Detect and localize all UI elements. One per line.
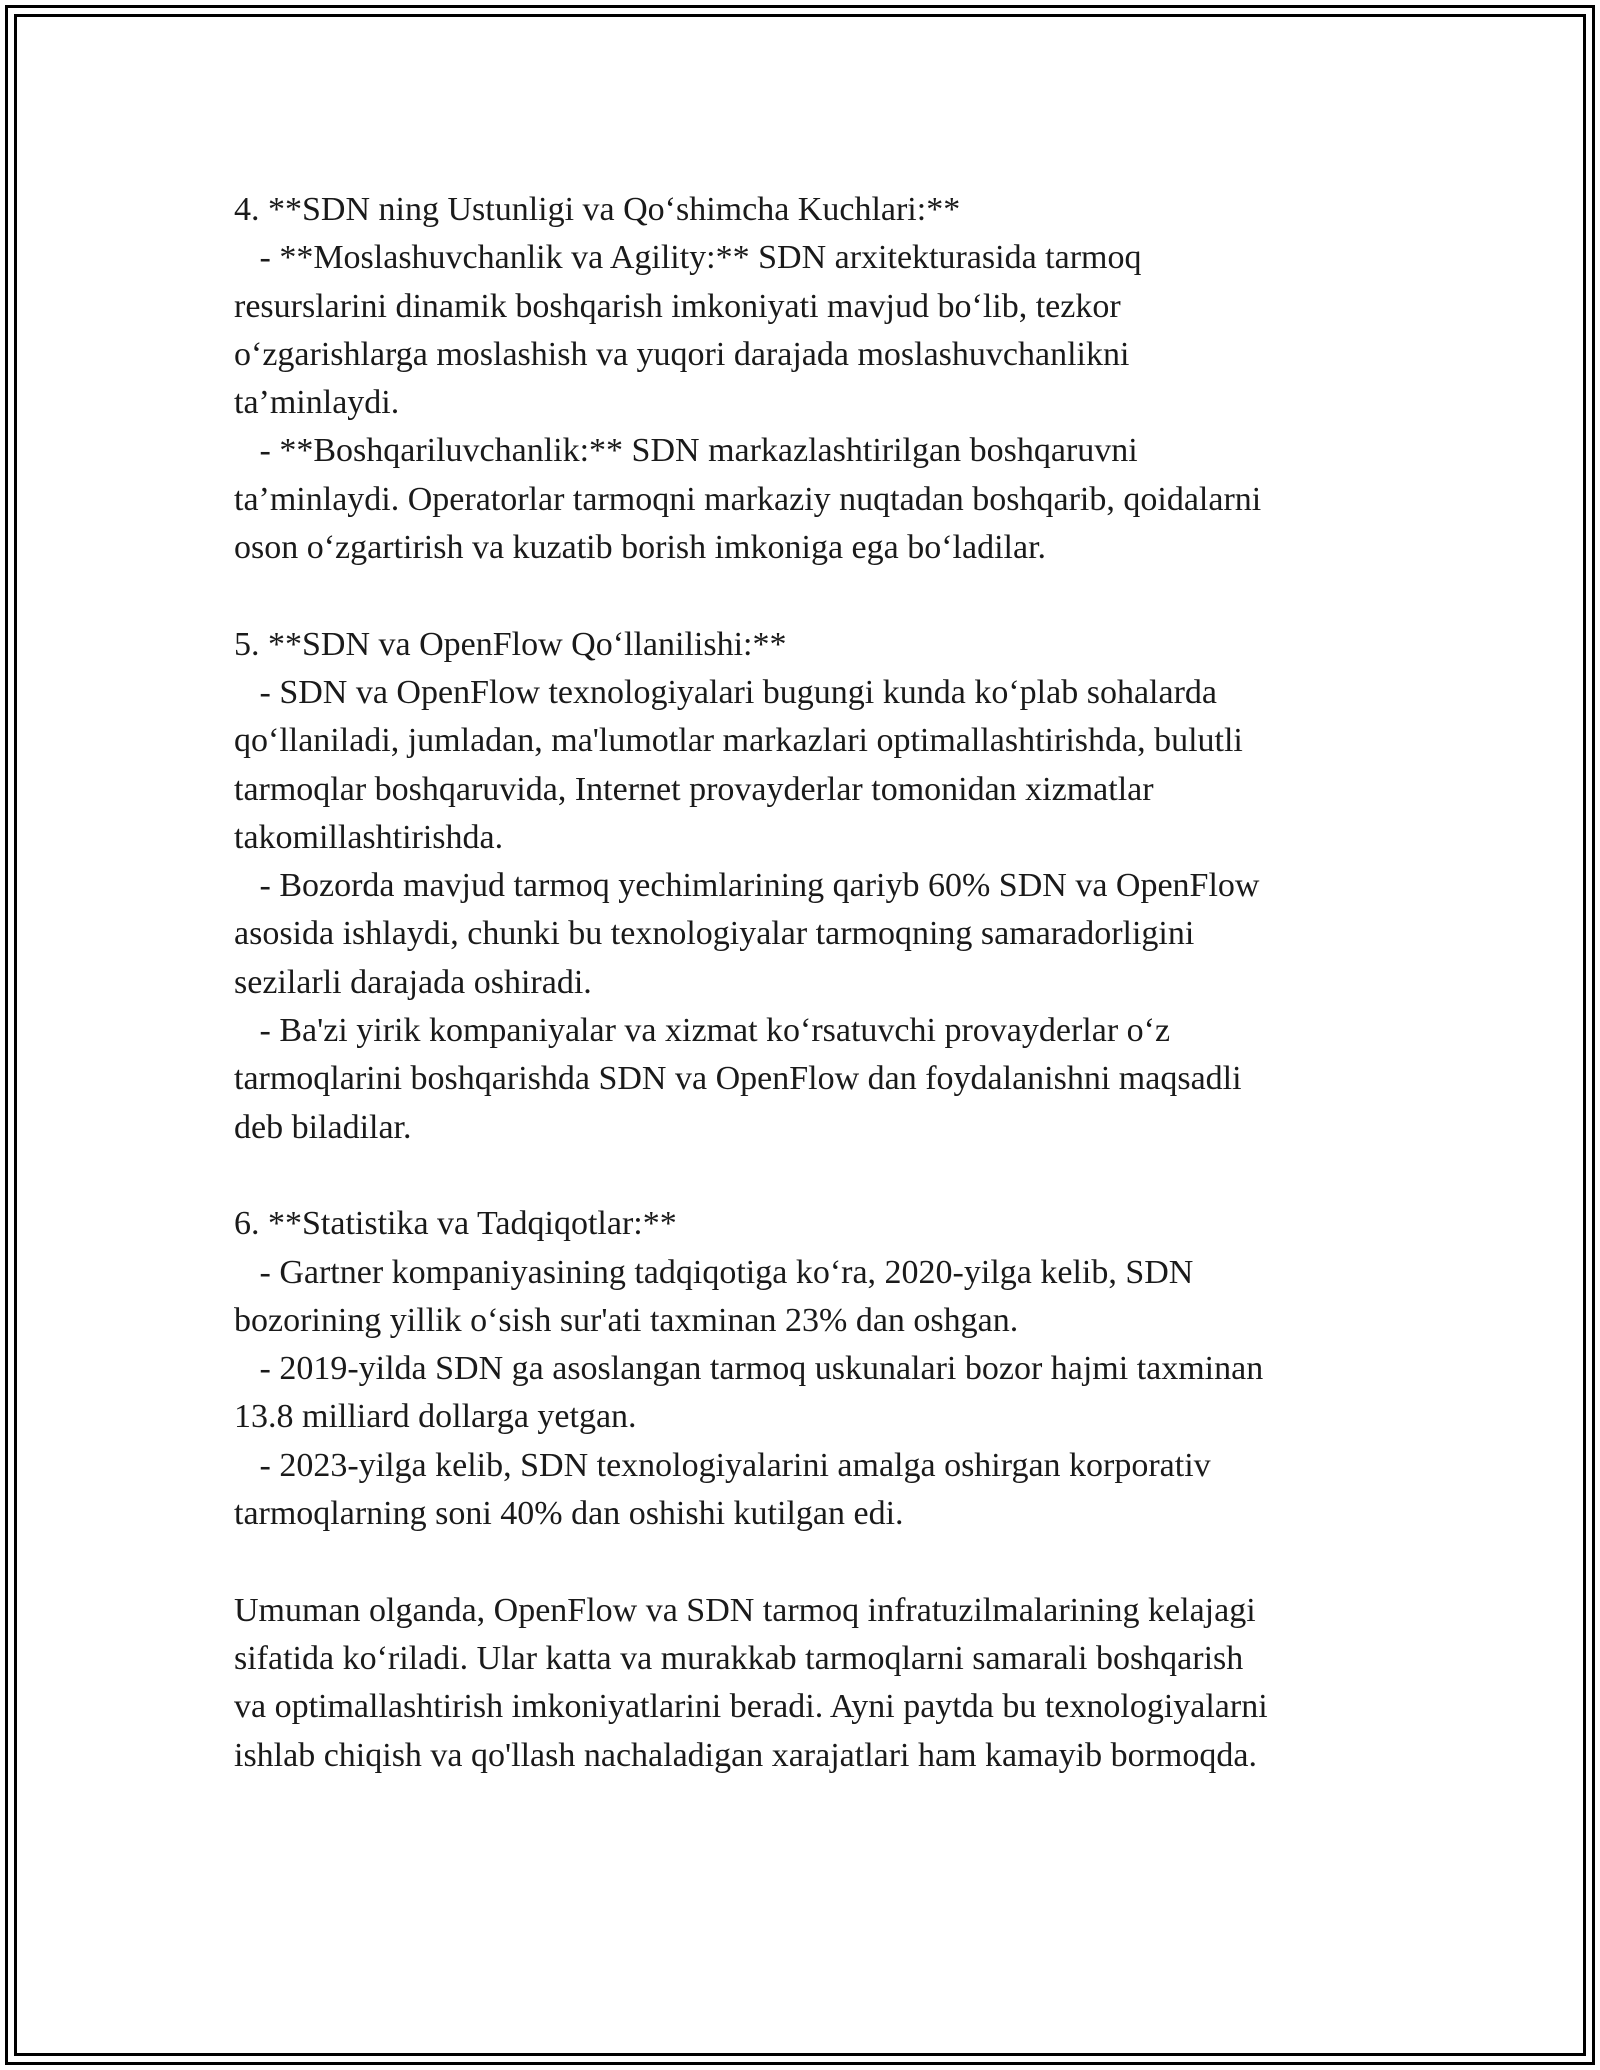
text-line: bozorining yillik o‘sish sur'ati taxminan 23% dan oshgan.: [234, 1301, 1019, 1339]
section-4: [234, 1587, 1384, 1780]
text-line: 4. **SDN ning Ustunligi va Qo‘shimcha Kuchlari:**: [234, 191, 961, 228]
text-line: tarmoqlar boshqaruvida, Internet provayderlar tomonidan xizmatlar: [234, 770, 1154, 808]
text-line: 6. **Statistika va Tadqiqotlar:**: [234, 1205, 677, 1243]
text-line: - 2023-yilga kelib, SDN texnologiyalarini amalga oshirgan korporativ: [234, 1446, 1211, 1484]
text-line: va optimallashtirish imkoniyatlarini beradi. Ayni paytda bu texnologiyalarni: [234, 1688, 1268, 1726]
document-body: [234, 186, 1384, 1780]
text-line: ishlab chiqish va qo'llash nachaladigan xarajatlari ham kamayib bormoqda.: [234, 1736, 1257, 1774]
paragraph-gap: [234, 1152, 1384, 1200]
text-line: - **Boshqariluvchanlik:** SDN markazlashtirilgan boshqaruvni: [234, 432, 1138, 470]
text-line: deb biladilar.: [234, 1108, 412, 1146]
text-line: resurslarini dinamik boshqarish imkoniyati mavjud bo‘lib, tezkor: [234, 287, 1121, 325]
text-line: 5. **SDN va OpenFlow Qo‘llanilishi:**: [234, 625, 787, 663]
text-line: asosida ishlaydi, chunki bu texnologiyalar tarmoqning samaradorligini: [234, 915, 1195, 953]
section-2: [234, 621, 1384, 1152]
text-line: sezilarli darajada oshiradi.: [234, 963, 592, 1001]
text-line: - Gartner kompaniyasining tadqiqotiga ko‘ra, 2020-yilga kelib, SDN: [234, 1253, 1194, 1291]
text-line: oson o‘zgartirish va kuzatib borish imkoniga ega bo‘ladilar.: [234, 529, 1047, 567]
text-line: ta’minlaydi.: [234, 384, 400, 422]
paragraph-gap: [234, 1538, 1384, 1586]
text-line: takomillashtirishda.: [234, 818, 504, 856]
text-line: ta’minlaydi. Operatorlar tarmoqni markaziy nuqtadan boshqarib, qoidalarni: [234, 480, 1262, 518]
text-line: qo‘llaniladi, jumladan, ma'lumotlar markazlari optimallashtirishda, bulutli: [234, 722, 1243, 760]
text-line: - 2019-yilda SDN ga asoslangan tarmoq uskunalari bozor hajmi taxminan: [234, 1350, 1264, 1388]
text-line: 13.8 milliard dollarga yetgan.: [234, 1398, 637, 1436]
text-line: - **Moslashuvchanlik va Agility:** SDN arxitekturasida tarmoq: [234, 239, 1142, 277]
text-line: o‘zgarishlarga moslashish va yuqori darajada moslashuvchanlikni: [234, 335, 1130, 373]
text-line: Umuman olganda, OpenFlow va SDN tarmoq infratuzilmalarining kelajagi: [234, 1591, 1256, 1629]
text-line: tarmoqlarini boshqarishda SDN va OpenFlow dan foydalanishni maqsadli: [234, 1060, 1242, 1098]
text-line: - SDN va OpenFlow texnologiyalari bugungi kunda ko‘plab sohalarda: [234, 673, 1217, 711]
text-line: - Bozorda mavjud tarmoq yechimlarining qariyb 60% SDN va OpenFlow: [234, 867, 1260, 905]
section-1: [234, 186, 1384, 572]
text-line: - Ba'zi yirik kompaniyalar va xizmat ko‘rsatuvchi provayderlar o‘z: [234, 1012, 1171, 1050]
text-line: tarmoqlarning soni 40% dan oshishi kutilgan edi.: [234, 1495, 904, 1533]
section-3: [234, 1200, 1384, 1538]
text-line: sifatida ko‘riladi. Ular katta va murakkab tarmoqlarni samarali boshqarish: [234, 1639, 1244, 1677]
paragraph-gap: [234, 572, 1384, 620]
